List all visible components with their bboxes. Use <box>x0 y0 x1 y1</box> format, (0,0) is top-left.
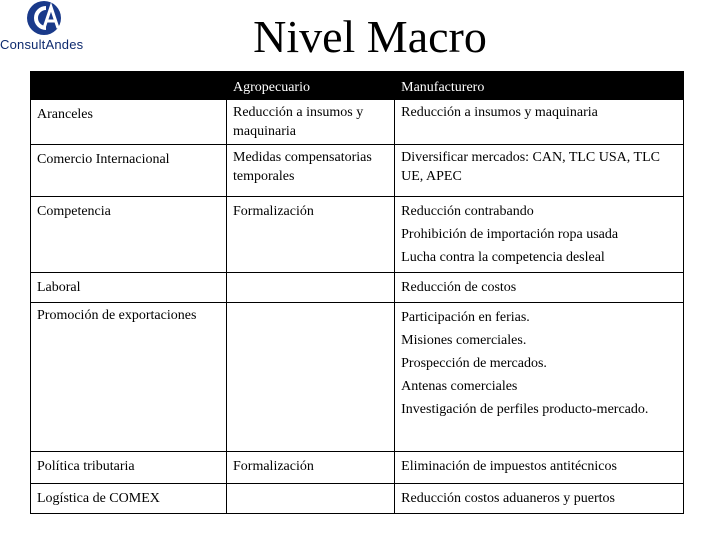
row-label: Comercio Internacional <box>31 145 227 197</box>
row-label: Política tributaria <box>31 452 227 484</box>
agropecuario-cell <box>227 303 395 452</box>
row-label: Competencia <box>31 197 227 273</box>
header-cell-empty <box>31 72 227 100</box>
policy-table <box>30 71 684 514</box>
logo-mark-icon <box>22 0 66 36</box>
cell-line: Reducción contrabando <box>401 204 534 219</box>
table-row <box>31 145 684 197</box>
row-label: Laboral <box>31 273 227 303</box>
table-row <box>31 273 684 303</box>
table-row <box>31 100 684 145</box>
manufacturero-cell <box>395 484 684 514</box>
header-manufacturero: Manufacturero <box>395 72 684 100</box>
cell-line: Formalización <box>233 204 314 219</box>
manufacturero-cell <box>395 100 684 145</box>
cell-line: Lucha contra la competencia desleal <box>401 250 605 265</box>
cell-line: Reducción de costos <box>401 280 517 295</box>
cell-line: Participación en ferias. <box>401 310 530 325</box>
cell-line: Reducción a insumos y maquinaria <box>401 105 598 120</box>
manufacturero-cell <box>395 303 684 452</box>
cell-line: Reducción costos aduaneros y puertos <box>401 491 615 506</box>
agropecuario-cell <box>227 273 395 303</box>
table-header-row <box>31 72 684 100</box>
cell-line: Antenas comerciales <box>401 379 518 394</box>
cell-line: Eliminación de impuestos antitécnicos <box>401 459 617 474</box>
agropecuario-cell <box>227 197 395 273</box>
table-row <box>31 303 684 452</box>
row-label: Aranceles <box>31 100 227 145</box>
agropecuario-cell <box>227 484 395 514</box>
table-row <box>31 484 684 514</box>
manufacturero-cell <box>395 145 684 197</box>
cell-line: Misiones comerciales. <box>401 333 527 348</box>
table-row <box>31 452 684 484</box>
cell-line: Medidas compensatorias temporales <box>233 150 372 184</box>
cell-line: Diversificar mercados: CAN, TLC USA, TLC UE, APEC <box>401 150 660 184</box>
cell-line: Reducción a insumos y maquinaria <box>233 105 364 139</box>
logo-text: ConsultAndes <box>0 37 84 52</box>
consultandes-logo <box>0 0 96 62</box>
agropecuario-cell <box>227 145 395 197</box>
agropecuario-cell <box>227 452 395 484</box>
page-title: Nivel Macro <box>253 11 487 62</box>
agropecuario-cell <box>227 100 395 145</box>
cell-line: Prospección de mercados. <box>401 356 547 371</box>
row-label: Promoción de exportaciones <box>31 303 227 452</box>
table-row <box>31 197 684 273</box>
cell-line: Formalización <box>233 459 314 474</box>
manufacturero-cell <box>395 452 684 484</box>
row-label: Logística de COMEX <box>31 484 227 514</box>
header-agropecuario: Agropecuario <box>227 72 395 100</box>
manufacturero-cell <box>395 197 684 273</box>
manufacturero-cell <box>395 273 684 303</box>
cell-line: Investigación de perfiles producto-mercado. <box>401 402 649 417</box>
cell-line: Prohibición de importación ropa usada <box>401 227 619 242</box>
